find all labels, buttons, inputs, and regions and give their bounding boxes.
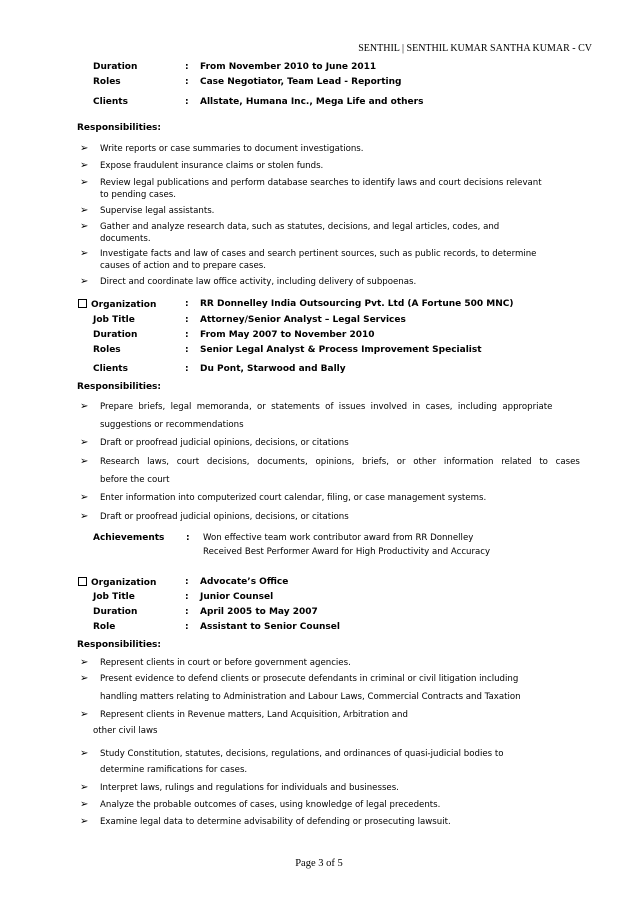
arrow-bullet-icon: ➢ (80, 657, 89, 668)
page-header: SENTHIL | SENTHIL KUMAR SANTHA KUMAR - CV (358, 43, 592, 54)
arrow-bullet-icon: ➢ (80, 782, 89, 793)
achievements-label: Achievements (93, 533, 165, 543)
separator: : (185, 592, 189, 602)
duration-label: Duration (93, 330, 138, 340)
separator: : (185, 577, 189, 587)
list-item-text: Direct and coordinate law office activity, including delivery of subpoenas. (100, 277, 417, 287)
list-item-text: Examine legal data to determine advisability of defending or prosecuting lawsuit. (100, 817, 451, 827)
duration-value: From November 2010 to June 2011 (200, 62, 377, 72)
arrow-bullet-icon: ➢ (80, 799, 89, 810)
list-item-text: other civil laws (93, 726, 158, 736)
responsibilities-heading: Responsibilities: (77, 382, 162, 392)
list-item-text: to pending cases. (100, 190, 176, 200)
arrow-bullet-icon: ➢ (80, 205, 89, 216)
list-item-text: Research laws, court decisions, documents, opinions, briefs, or other information related to cases (100, 457, 580, 467)
arrow-bullet-icon: ➢ (80, 816, 89, 827)
roles-label: Roles (93, 345, 121, 355)
responsibilities-heading: Responsibilities: (77, 640, 162, 650)
separator: : (185, 77, 189, 87)
arrow-bullet-icon: ➢ (80, 248, 89, 259)
duration-label: Duration (93, 62, 138, 72)
page-footer: Page 3 of 5 (295, 858, 343, 869)
arrow-bullet-icon: ➢ (80, 437, 89, 448)
arrow-bullet-icon: ➢ (80, 160, 89, 171)
arrow-bullet-icon: ➢ (80, 492, 89, 503)
list-item-text: Write reports or case summaries to document investigations. (100, 144, 364, 154)
list-item-text: Enter information into computerized court calendar, filing, or case management systems. (100, 493, 487, 503)
achievement-item: Won effective team work contributor award from RR Donnelley (203, 533, 474, 543)
achievement-item: Received Best Performer Award for High Productivity and Accuracy (203, 547, 491, 557)
checkbox-square-icon (78, 299, 87, 308)
separator: : (185, 330, 189, 340)
arrow-bullet-icon: ➢ (80, 177, 89, 188)
job-title-label: Job Title (93, 592, 135, 602)
list-item-text: Analyze the probable outcomes of cases, using knowledge of legal precedents. (100, 800, 441, 810)
arrow-bullet-icon: ➢ (80, 456, 89, 467)
list-item-text: handling matters relating to Administration and Labour Laws, Commercial Contracts and Taxation (100, 692, 521, 702)
organization-label: Organization (91, 300, 157, 310)
arrow-bullet-icon: ➢ (80, 143, 89, 154)
role-value: Assistant to Senior Counsel (200, 622, 340, 632)
arrow-bullet-icon: ➢ (80, 673, 89, 684)
separator: : (185, 345, 189, 355)
list-item-text: Represent clients in court or before government agencies. (100, 658, 351, 668)
list-item-text: suggestions or recommendations (100, 420, 244, 430)
responsibilities-heading: Responsibilities: (77, 123, 162, 133)
separator: : (185, 62, 189, 72)
organization-value: RR Donnelley India Outsourcing Pvt. Ltd (A Fortune 500 MNC) (200, 299, 514, 309)
list-item-text: Investigate facts and law of cases and search pertinent sources, such as public records, to determine (100, 249, 537, 259)
list-item-text: causes of action and to prepare cases. (100, 261, 267, 271)
list-item-text: determine ramifications for cases. (100, 765, 248, 775)
checkbox-square-icon (78, 577, 87, 586)
clients-value: Du Pont, Starwood and Bally (200, 364, 346, 374)
roles-value: Senior Legal Analyst & Process Improvement Specialist (200, 345, 482, 355)
arrow-bullet-icon: ➢ (80, 709, 89, 720)
organization-value: Advocate’s Office (200, 577, 289, 587)
list-item-text: before the court (100, 475, 170, 485)
list-item-text: documents. (100, 234, 151, 244)
arrow-bullet-icon: ➢ (80, 401, 89, 412)
list-item-text: Draft or proofread judicial opinions, decisions, or citations (100, 438, 349, 448)
separator: : (185, 622, 189, 632)
list-item-text: Present evidence to defend clients or prosecute defendants in criminal or civil litigation including (100, 674, 519, 684)
list-item-text: Review legal publications and perform database searches to identify laws and court decisions relevant (100, 178, 542, 188)
list-item-text: Gather and analyze research data, such as statutes, decisions, and legal articles, codes, and (100, 222, 500, 232)
list-item-text: Draft or proofread judicial opinions, decisions, or citations (100, 512, 349, 522)
organization-label: Organization (91, 578, 157, 588)
roles-value: Case Negotiator, Team Lead - Reporting (200, 77, 402, 87)
separator: : (186, 533, 190, 543)
list-item-text: Expose fraudulent insurance claims or stolen funds. (100, 161, 324, 171)
job-title-value: Attorney/Senior Analyst – Legal Services (200, 315, 406, 325)
list-item-text: Supervise legal assistants. (100, 206, 215, 216)
arrow-bullet-icon: ➢ (80, 276, 89, 287)
duration-value: From May 2007 to November 2010 (200, 330, 375, 340)
job-title-label: Job Title (93, 315, 135, 325)
list-item-text: Interpret laws, rulings and regulations for individuals and businesses. (100, 783, 399, 793)
clients-value: Allstate, Humana Inc., Mega Life and others (200, 97, 424, 107)
duration-value: April 2005 to May 2007 (200, 607, 318, 617)
job-title-value: Junior Counsel (200, 592, 274, 602)
arrow-bullet-icon: ➢ (80, 511, 89, 522)
list-item-text: Study Constitution, statutes, decisions, regulations, and ordinances of quasi-judicial bodies to (100, 749, 504, 759)
list-item-text: Represent clients in Revenue matters, Land Acquisition, Arbitration and (100, 710, 408, 720)
duration-label: Duration (93, 607, 138, 617)
separator: : (185, 607, 189, 617)
arrow-bullet-icon: ➢ (80, 221, 89, 232)
separator: : (185, 315, 189, 325)
role-label: Role (93, 622, 116, 632)
separator: : (185, 97, 189, 107)
list-item-text: Prepare briefs, legal memoranda, or statements of issues involved in cases, including appropriate (100, 402, 553, 412)
separator: : (185, 364, 189, 374)
clients-label: Clients (93, 364, 128, 374)
separator: : (185, 299, 189, 309)
clients-label: Clients (93, 97, 128, 107)
arrow-bullet-icon: ➢ (80, 748, 89, 759)
roles-label: Roles (93, 77, 121, 87)
